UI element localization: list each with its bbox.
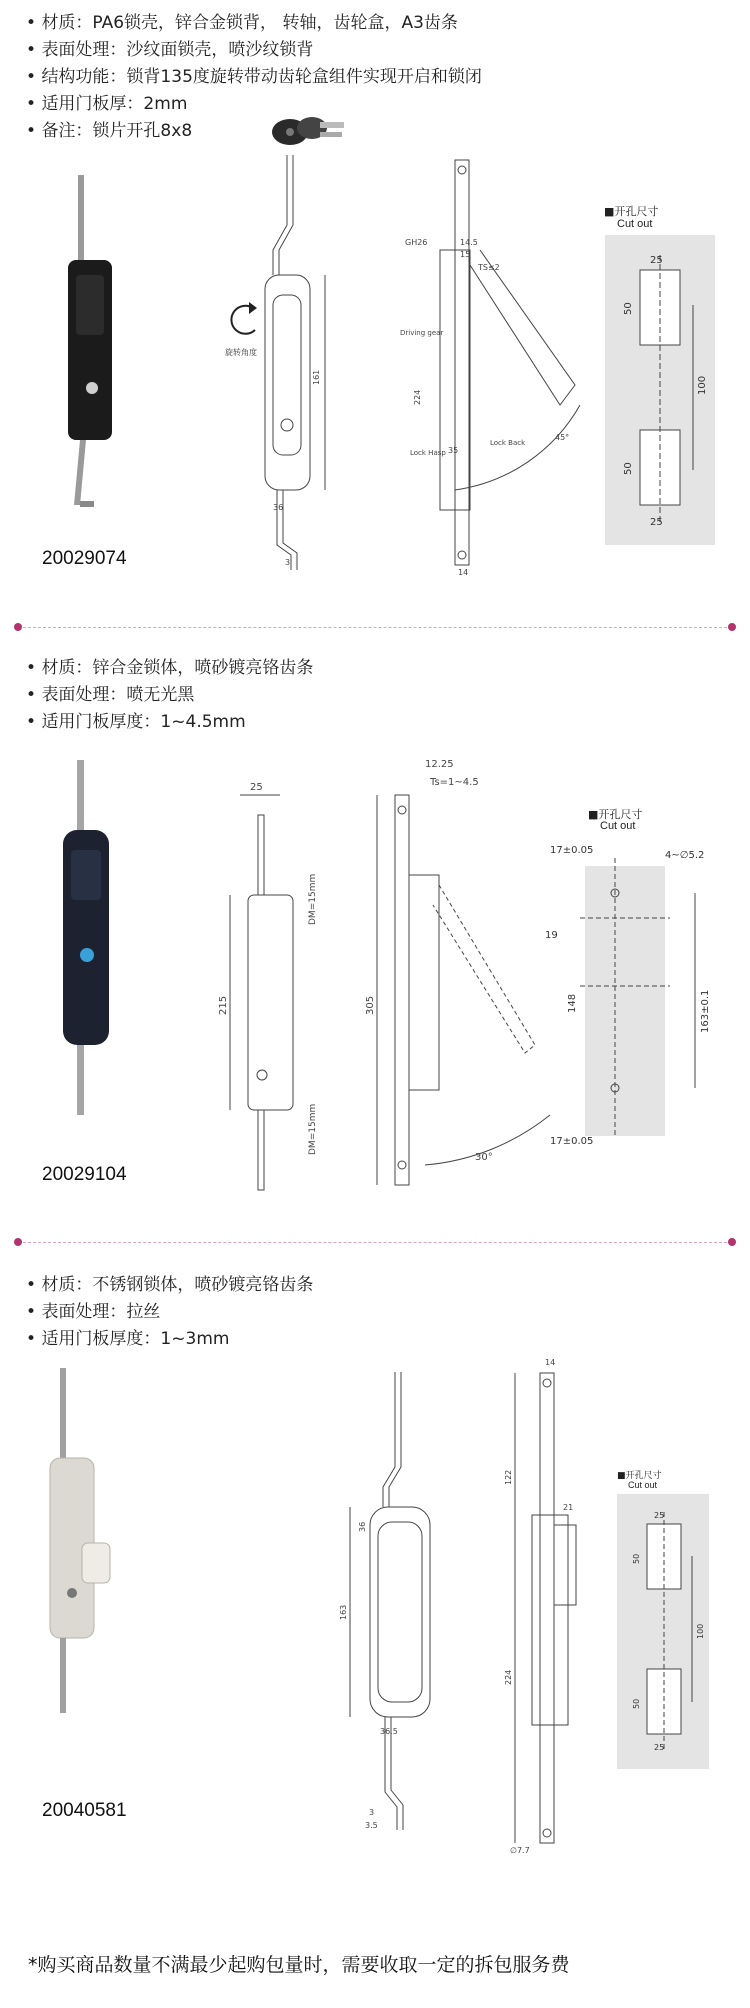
dim-35: 35 — [448, 446, 459, 455]
spec-line: • 适用门板厚度：1~3mm — [26, 1326, 313, 1353]
cutout-3-diagram — [617, 1494, 709, 1769]
footer-note: *购买商品数量不满最少起购包量时，需要收取一定的拆包服务费 — [28, 1954, 570, 1976]
dim-15: 15 — [460, 250, 471, 259]
dim-305: 305 — [365, 995, 376, 1015]
cutout-dim-lower: 50 — [623, 462, 634, 475]
cutout2-dim-bottom: 17±0.05 — [550, 1136, 594, 1147]
dim-224: 224 — [413, 389, 422, 405]
cutout3-dim-lower: 50 — [632, 1698, 641, 1709]
product-3-front-drawing — [335, 1372, 455, 1832]
product-1-photo — [50, 175, 130, 515]
cutout-3-title: ■开孔尺寸 — [617, 1471, 662, 1481]
product-3-photo — [42, 1368, 122, 1718]
cutout3-dim-top: 25 — [654, 1511, 665, 1520]
cutout-dim-top: 25 — [650, 255, 663, 266]
spec-line: • 结构功能：锁背135度旋转带动齿轮盒组件实现开启和锁闭 — [26, 64, 482, 91]
divider-dot — [14, 1238, 22, 1246]
product-2-code: 20029104 — [42, 1164, 127, 1185]
cutout3-dim-bottom: 25 — [654, 1743, 665, 1752]
dim-224: 224 — [504, 1669, 513, 1685]
cutout-2-subtitle: Cut out — [600, 820, 636, 832]
dim-3: 3 — [369, 1808, 375, 1817]
cutout-3-subtitle: Cut out — [628, 1480, 658, 1490]
dim-122: 122 — [504, 1469, 513, 1485]
product-1-front-drawing — [225, 155, 335, 575]
spec-line: • 备注：锁片开孔8x8 — [26, 118, 482, 145]
rotation-arrow-icon — [225, 300, 265, 360]
dim-14: 14 — [545, 1358, 556, 1367]
product-1-code: 20029074 — [42, 548, 127, 569]
dim-163: 163 — [339, 1604, 348, 1620]
dim-36: 36 — [273, 503, 284, 512]
spec-line: • 材质：不锈钢锁体，喷砂镀亮铬齿条 — [26, 1272, 313, 1299]
cutout-2-title: ■开孔尺寸 — [588, 808, 643, 821]
product-2-front-drawing — [220, 775, 330, 1205]
cutout2-dim-163: 163±0.1 — [700, 989, 711, 1033]
cutout2-dim-hole: 4~∅5.2 — [665, 850, 705, 861]
lock-hasp-label: Lock Hasp — [410, 449, 446, 457]
cutout-2-diagram — [540, 838, 740, 1148]
dim-14: 14 — [458, 568, 469, 577]
spec-line: • 表面处理：沙纹面锁壳，喷沙纹锁背 — [26, 37, 482, 64]
dim-diameter: ∅7.7 — [510, 1846, 530, 1855]
dim-215: 215 — [218, 995, 229, 1015]
keys-image — [268, 108, 348, 154]
product-3-side-drawing — [470, 1355, 600, 1855]
cutout3-dim-mid: 100 — [696, 1623, 705, 1639]
divider-dot — [728, 1238, 736, 1246]
cutout2-dim-148: 148 — [567, 993, 578, 1013]
dim-ts-range: Ts=1~4.5 — [430, 777, 479, 788]
dim-21: 21 — [563, 1503, 574, 1512]
dim-14-5: 14.5 — [460, 238, 478, 247]
product-2-specs — [26, 655, 313, 736]
spec-line: • 适用门板厚度：1~4.5mm — [26, 709, 313, 736]
dim-gh26: GH26 — [405, 238, 428, 247]
product-1-specs — [26, 10, 482, 145]
dim-30: 30° — [475, 1152, 493, 1163]
dim-12-25: 12.25 — [425, 759, 454, 770]
product-2-photo — [55, 760, 125, 1120]
cutout3-dim-upper: 50 — [632, 1553, 641, 1564]
dim-dm-top: DM=15mm — [308, 873, 318, 925]
lock-back-label: Lock Back — [490, 439, 526, 447]
spec-line: • 材质：PA6锁壳，锌合金锁背， 转轴，齿轮盒，A3齿条 — [26, 10, 482, 37]
rotation-label: 旋转角度 — [225, 348, 257, 357]
cutout2-dim-small: 19 — [545, 930, 558, 941]
product-3-code: 20040581 — [42, 1800, 127, 1821]
driving-gear-label: Driving gear — [400, 329, 444, 337]
spec-line: • 材质：锌合金锁体，喷砂镀亮铬齿条 — [26, 655, 313, 682]
divider-dot — [14, 623, 22, 631]
divider-dot — [728, 623, 736, 631]
section-divider — [18, 627, 732, 628]
cutout2-dim-top: 17±0.05 — [550, 845, 594, 856]
cutout-1-title: ■开孔尺寸 — [604, 205, 659, 218]
cutout-dim-upper: 50 — [623, 302, 634, 315]
dim-3-5: 3.5 — [365, 1821, 378, 1830]
cutout-1-subtitle: Cut out — [617, 218, 653, 230]
spec-line: • 适用门板厚：2mm — [26, 91, 482, 118]
cutout-1-diagram — [605, 235, 715, 545]
dim-36-5: 36.5 — [380, 1727, 398, 1736]
section-divider — [18, 1242, 732, 1243]
spec-line: • 表面处理：喷无光黑 — [26, 682, 313, 709]
dim-161: 161 — [312, 369, 321, 385]
dim-ts: TS≤2 — [478, 263, 500, 272]
dim-dm-bottom: DM=15mm — [308, 1103, 318, 1155]
cutout-dim-mid: 100 — [697, 375, 708, 395]
product-3-specs — [26, 1272, 313, 1353]
product-1-side-drawing — [360, 155, 590, 575]
dim-3: 3 — [285, 558, 291, 567]
dim-36: 36 — [358, 1521, 367, 1532]
dim-45: 45° — [555, 433, 570, 442]
dim-25: 25 — [250, 782, 263, 793]
cutout-dim-bottom: 25 — [650, 517, 663, 528]
spec-line: • 表面处理：拉丝 — [26, 1299, 313, 1326]
